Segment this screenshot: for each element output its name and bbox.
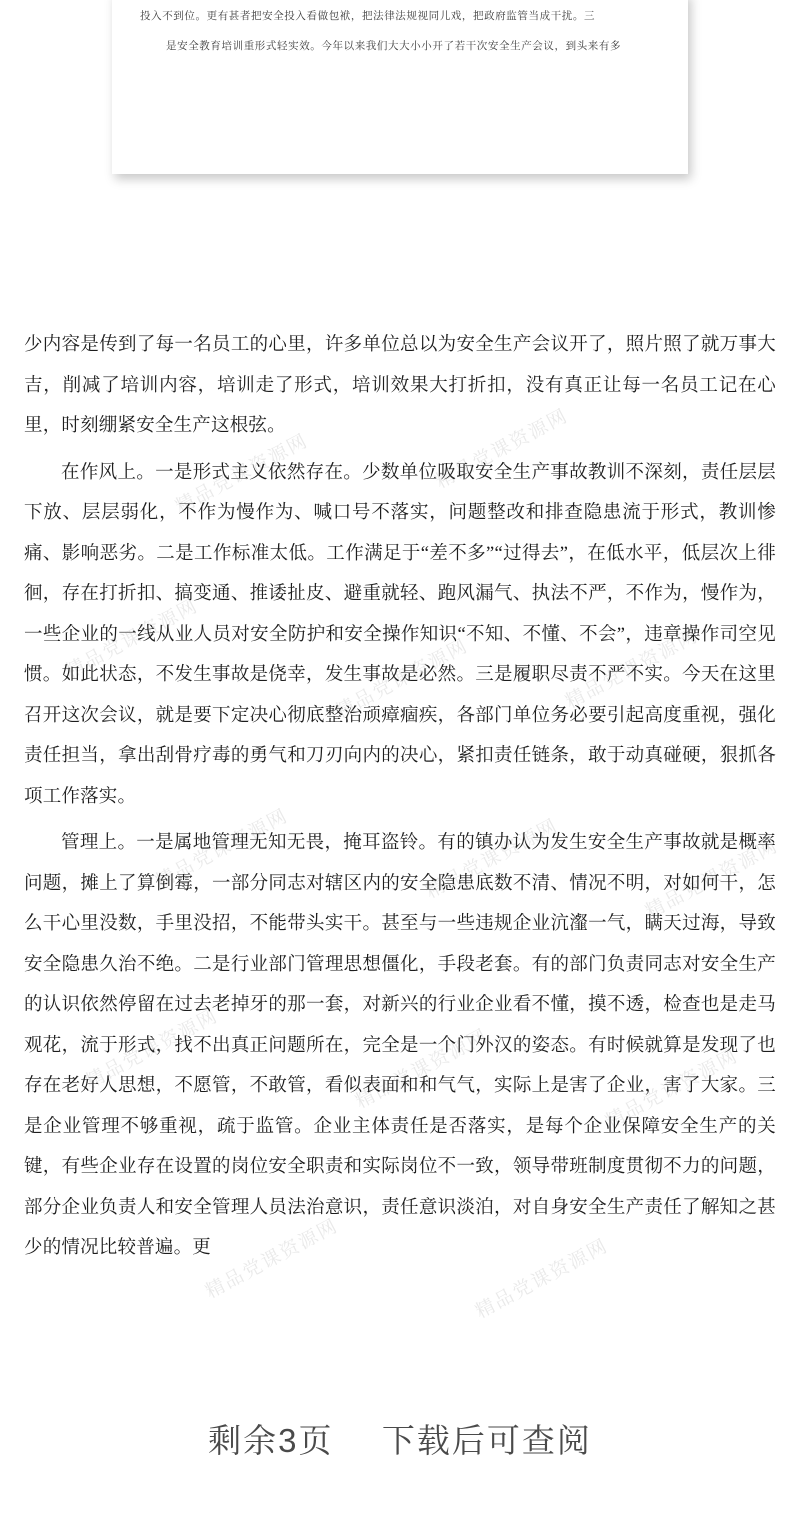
watermark: 精品党课资源网 [202,1215,343,1303]
document-paragraph: 少内容是传到了每一名员工的心里，许多单位总以为安全生产会议开了，照片照了就万事大吉，削减了培训内容，培训走了形式，培训效果大打折扣，没有真正让每一名员工记在心里，时刻绷紧安全生产这根弦。 [24,335,776,436]
preview-line: 投入不到位。更有甚者把安全投入看做包袱，把法律法规视同儿戏，把政府监管当成干扰。三 [140,11,596,22]
watermark: 精品党课资源网 [152,805,293,893]
document-paragraph: 在作风上。一是形式主义依然存在。少数单位吸取安全生产事故教训不深刻，责任层层下放、层层弱化，不作为慢作为、喊口号不落实，问题整改和排查隐患流于形式，教训惨痛、影响恶劣。二是工作标准太低。工作满足于“差不多”“过得去”，在低水平，低层次上徘徊，存在打折扣、搞变通、推诿扯皮、避重就轻、跑风漏气、执法不严，不作为，慢作为，一些企业的一线从业人员对安全防护和安全操作知识“不知、不懂、不会”，违章操作司空见惯。如此状态，不发生事故是侥幸，发生事故是必然。三是履职尽责不严不实。今天在这里召开这次会议，就是要下定决心彻底整治顽瘴痼疾，各部门单位务必要引起高度重视，强化责任担当，拿出刮骨疗毒的勇气和刀刃向内的决心，紧扣责任链条，敢于动真碰硬，狠抓各项工作落实。 [24,462,776,807]
download-hint: 下载后可查阅 [381,1422,592,1459]
watermark: 精品党课资源网 [62,595,203,683]
document-preview-card [112,0,688,174]
watermark: 精品党课资源网 [472,1235,613,1323]
watermark: 精品党课资源网 [332,635,473,723]
watermark: 精品党课资源网 [172,430,313,518]
watermark: 精品党课资源网 [562,625,703,713]
remaining-pages-count: 剩余3页 [208,1422,334,1459]
document-paragraph: 管理上。一是属地管理无知无畏，掩耳盗铃。有的镇办认为发生安全生产事故就是概率问题，摊上了算倒霉，一部分同志对辖区内的安全隐患底数不清、情况不明，对如何干，怎么干心里没数，手里没招，不能带头实干。甚至与一些违规企业沆瀣一气，瞒天过海，导致安全隐患久治不绝。二是行业部门管理思想僵化，手段老套。有的部门负责同志对安全生产的认识依然停留在过去老掉牙的那一套，对新兴的行业企业看不懂，摸不透，检查也是走马观花，流于形式，找不出真正问题所在，完全是一个门外汉的姿态。有时候就算是发现了也存在老好人思想，不愿管，不敢管，看似表面和和气气，实际上是害了企业，害了大家。三是企业管理不够重视，疏于监管。企业主体责任是否落实，是每个企业保障安全生产的关键，有些企业存在设置的岗位安全职责和实际岗位不一致，领导带班制度贯彻不力的问题，部分企业负责人和安全管理人员法治意识，责任意识淡泊，对自身安全生产责任了解知之甚少的情况比较普遍。更 [24,833,776,1258]
preview-line: 是安全教育培训重形式轻实效。今年以来我们大大小小开了若干次安全生产会议，到头来有多 [166,41,622,52]
watermark: 精品党课资源网 [82,1005,223,1093]
watermark: 精品党课资源网 [602,1045,743,1133]
remaining-pages-notice [0,1415,800,1462]
watermark: 精品党课资源网 [422,815,563,903]
watermark: 精品党课资源网 [432,405,573,493]
document-content [0,325,800,1275]
watermark: 精品党课资源网 [352,1025,493,1113]
watermark: 精品党课资源网 [642,835,783,923]
